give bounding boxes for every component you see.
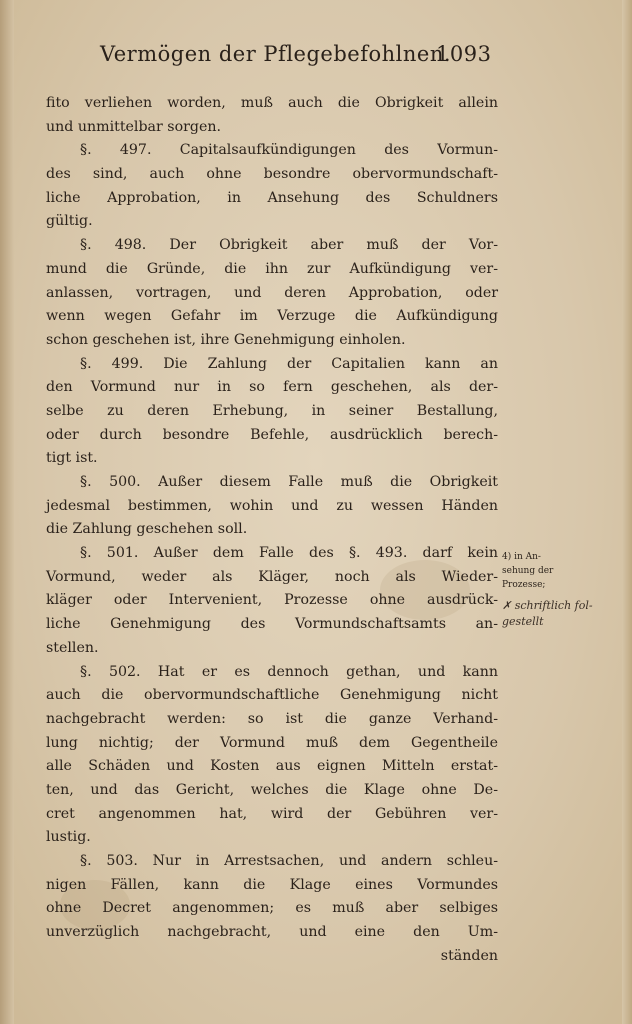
text-line: tigt ist. (46, 450, 98, 467)
header-title: Vermögen der Pflegebefohlnen. (100, 42, 452, 66)
text-line: §. 503. Nur in Arrestsachen, und andern schleu- (80, 853, 498, 869)
text-line: den Vormund nur in so fern geschehen, als der- (46, 379, 498, 396)
text-line: ten, und das Gericht, welches die Klage ohne De- (46, 781, 498, 798)
text-line: §. 497. Capitalsaufkündigungen des Vormun- (80, 142, 498, 159)
text-line: cret angenommen hat, wird der Gebühren ver- (46, 805, 498, 822)
text-line: §. 499. Die Zahlung der Capitalien kann an (80, 355, 498, 372)
text-line: lustig. (46, 829, 91, 846)
text-line: selbe zu deren Erhebung, in seiner Bestallung, (46, 402, 498, 419)
handwritten-annotation (502, 598, 626, 630)
text-line: ohne Decret angenommen; es muß aber selbiges (46, 900, 498, 917)
page-number: 1093 (436, 42, 492, 66)
text-line: liche Approbation, in Ansehung des Schuldners (46, 189, 498, 206)
margin-note-line: Prozesse; (502, 580, 546, 590)
text-line: §. 501. Außer dem Falle des §. 493. darf kein (80, 545, 498, 562)
text-line: wenn wegen Gefahr im Verzuge die Aufkündigung (46, 308, 498, 325)
text-line: kläger oder Intervenient, Prozesse ohne ausdrück- (46, 592, 498, 609)
text-line: gültig. (46, 213, 93, 230)
text-line: stellen. (46, 639, 99, 656)
text-line: ständen (440, 947, 498, 964)
text-line: Vormund, weder als Kläger, noch als Wieder- (46, 568, 498, 585)
handwritten-line: ✗ schriftlich fol- (502, 599, 593, 612)
text-line: §. 500. Außer diesem Falle muß die Obrigkeit (80, 474, 498, 490)
text-line: fito verliehen worden, muß auch die Obrigkeit allein (46, 95, 498, 111)
text-line: liche Genehmigung des Vormundschaftsamts an- (46, 616, 498, 633)
handwritten-line: gestellt (502, 615, 544, 628)
page-edge-left (0, 0, 14, 1024)
text-line: oder durch besondre Befehle, ausdrücklich berech- (46, 426, 498, 443)
text-line: anlassen, vortragen, und deren Approbation, oder (46, 284, 498, 301)
text-line: des sind, auch ohne besondre obervormundschaft- (46, 166, 498, 183)
page-edge-right (622, 0, 632, 1024)
text-line: alle Schäden und Kosten aus eignen Mitteln erstat- (46, 758, 498, 775)
text-line: auch die obervormundschaftliche Genehmigung nicht (46, 687, 498, 704)
margin-note-line: sehung der (502, 566, 554, 576)
text-line: mund die Gründe, die ihn zur Aufkündigung ver- (46, 260, 498, 277)
text-line: schon geschehen ist, ihre Genehmigung einholen. (46, 331, 406, 348)
margin-note-line: 4) in An- (502, 552, 541, 562)
printed-margin-note (502, 550, 622, 592)
body-text (46, 92, 498, 968)
text-line: §. 498. Der Obrigkeit aber muß der Vor- (80, 237, 498, 254)
text-line: die Zahlung geschehen soll. (46, 521, 248, 538)
text-line: nachgebracht werden: so ist die ganze Verhand- (46, 710, 498, 727)
text-line: unverzüglich nachgebracht, und eine den Um- (46, 924, 498, 941)
text-line: §. 502. Hat er es dennoch gethan, und kann (80, 663, 498, 680)
text-line: lung nichtig; der Vormund muß dem Gegentheile (46, 734, 498, 751)
text-line: nigen Fällen, kann die Klage eines Vormundes (46, 876, 498, 893)
text-line: und unmittelbar sorgen. (46, 118, 222, 135)
text-line: jedesmal bestimmen, wohin und zu wessen Händen (46, 497, 498, 514)
